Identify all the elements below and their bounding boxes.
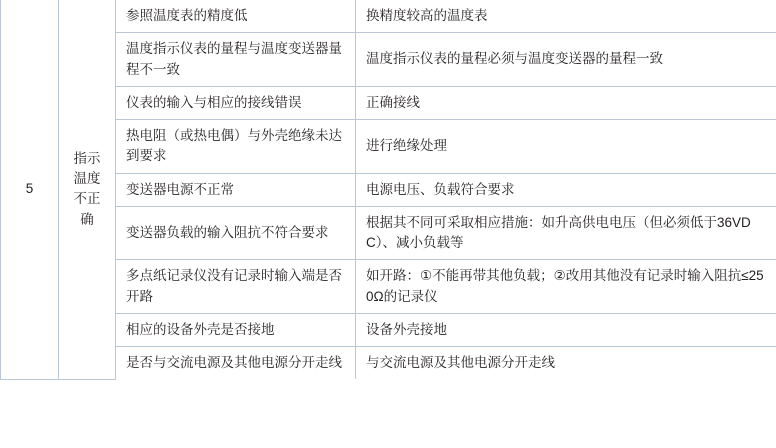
remedy-cell: 进行绝缘处理 — [356, 120, 776, 174]
remedy-cell: 换精度较高的温度表 — [356, 0, 776, 33]
cause-cell: 温度指示仪表的量程与温度变送器量程不一致 — [116, 33, 356, 87]
row-index-cell: 5 — [1, 0, 59, 379]
cause-cell: 相应的设备外壳是否接地 — [116, 313, 356, 346]
cause-cell: 仪表的输入与相应的接线错误 — [116, 86, 356, 119]
remedy-cell: 正确接线 — [356, 86, 776, 119]
cause-cell: 变送器负载的输入阻抗不符合要求 — [116, 206, 356, 260]
remedy-cell: 与交流电源及其他电源分开走线 — [356, 347, 776, 380]
cause-cell: 多点纸记录仪没有记录时输入端是否开路 — [116, 260, 356, 314]
remedy-cell: 如开路：①不能再带其他负载；②改用其他没有记录时输入阻抗≤250Ω的记录仪 — [356, 260, 776, 314]
remedy-cell: 设备外壳接地 — [356, 313, 776, 346]
symptom-cell: 指示温度不正确 — [59, 0, 116, 379]
cause-cell: 是否与交流电源及其他电源分开走线 — [116, 347, 356, 380]
cause-cell: 变送器电源不正常 — [116, 173, 356, 206]
table-row — [1, 120, 776, 174]
cause-cell: 热电阻（或热电偶）与外壳绝缘未达到要求 — [116, 120, 356, 174]
remedy-cell: 根据其不同可采取相应措施：如升高供电电压（但必须低于36VDC）、减小负载等 — [356, 206, 776, 260]
table-row — [1, 347, 776, 380]
cause-cell: 参照温度表的精度低 — [116, 0, 356, 33]
remedy-cell: 温度指示仪表的量程必须与温度变送器的量程一致 — [356, 33, 776, 87]
table-row — [1, 173, 776, 206]
table-row — [1, 206, 776, 260]
table-row — [1, 313, 776, 346]
remedy-cell: 电源电压、负载符合要求 — [356, 173, 776, 206]
table-row — [1, 0, 776, 33]
table-row — [1, 86, 776, 119]
table-row — [1, 33, 776, 87]
table-row — [1, 260, 776, 314]
table-body — [1, 0, 776, 379]
